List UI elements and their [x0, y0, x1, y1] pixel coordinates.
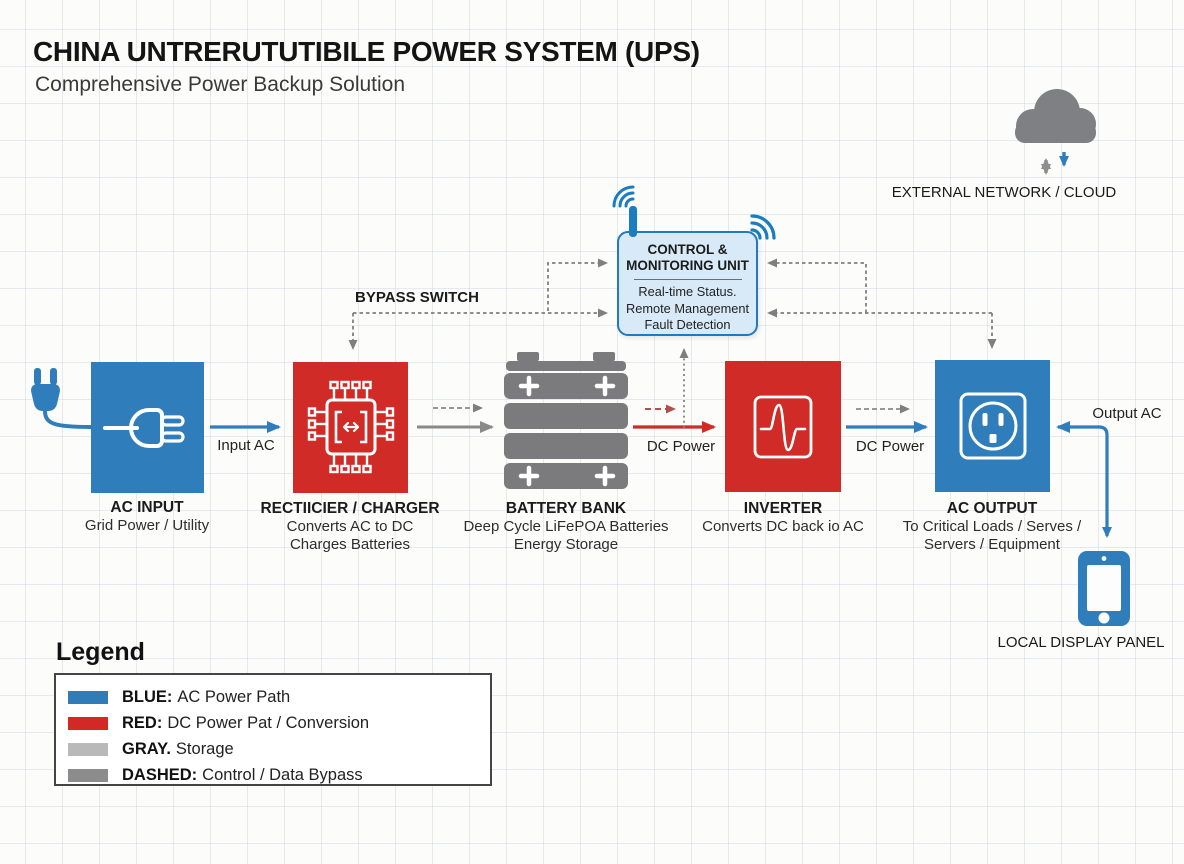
rectifier-line1: Converts AC to DC	[286, 518, 414, 535]
inverter-caption	[702, 499, 864, 536]
page-title: CHINA UNTRERUTUTIBILE POWER SYSTEM (UPS)	[33, 36, 700, 67]
legend-term: BLUE:	[122, 687, 173, 706]
page-subtitle: Comprehensive Power Backup Solution	[35, 73, 406, 96]
dc-power-label-output: DC Power	[855, 438, 925, 455]
display-panel-label: LOCAL DISPLAY PANEL	[997, 634, 1165, 651]
node-ac-input	[91, 362, 204, 493]
node-rectifier	[293, 362, 408, 493]
control-unit-title-line1: CONTROL &	[647, 242, 728, 257]
battery-title: BATTERY BANK	[505, 500, 627, 517]
control-unit-line3: Fault Detection	[644, 317, 731, 332]
legend-swatch-gray	[68, 743, 108, 756]
ac-input-title: AC INPUT	[110, 499, 184, 516]
inverter-title: INVERTER	[743, 500, 823, 517]
ac-output-title: AC OUTPUT	[946, 500, 1038, 517]
node-ac-output	[935, 360, 1050, 492]
inverter-line1: Converts DC back io AC	[702, 518, 864, 535]
wall-plug-icon	[31, 368, 91, 427]
sine-wave-icon	[752, 394, 814, 460]
bypass-switch-label: BYPASS SWITCH	[355, 289, 479, 306]
chip-icon	[301, 374, 401, 482]
legend-term: RED:	[122, 713, 163, 732]
legend-swatch-blue	[68, 691, 108, 704]
legend-swatch-dashed	[68, 769, 108, 782]
cloud-sync-arrows	[1046, 152, 1064, 173]
legend-desc: Storage	[175, 739, 234, 758]
cloud-icon	[1015, 89, 1096, 143]
legend-swatch-red	[68, 717, 108, 730]
legend-term: DASHED:	[122, 765, 198, 784]
antenna-icon	[614, 187, 637, 237]
legend-desc: Control / Data Bypass	[202, 765, 363, 784]
rectifier-title: RECTIICIER / CHARGER	[260, 500, 440, 517]
legend-item-dashed	[68, 762, 490, 788]
rectifier-caption	[260, 499, 439, 554]
ac-output-line1: To Critical Loads / Serves /	[902, 518, 1082, 535]
battery-caption	[463, 499, 668, 554]
battery-line1: Deep Cycle LiFePOA Batteries	[463, 518, 669, 535]
legend-item-blue	[68, 684, 490, 710]
legend-desc: DC Power Pat / Conversion	[167, 713, 370, 732]
legend-title: Legend	[56, 638, 145, 666]
control-unit-divider	[634, 279, 742, 280]
ac-output-caption	[903, 499, 1081, 554]
legend-box	[54, 673, 492, 786]
cloud-label: EXTERNAL NETWORK / CLOUD	[891, 184, 1117, 201]
battery-bank-icon	[503, 348, 629, 494]
control-unit-title-line2: MONITORING UNIT	[626, 258, 749, 273]
ac-input-caption	[85, 498, 209, 535]
node-inverter	[725, 361, 841, 492]
rectifier-line2: Charges Batteries	[289, 536, 411, 553]
battery-line2: Energy Storage	[513, 536, 619, 553]
legend-item-gray	[68, 736, 490, 762]
control-unit-line1: Real-time Status.	[638, 284, 737, 299]
ac-input-line1: Grid Power / Utility	[84, 517, 210, 534]
control-monitoring-unit	[617, 231, 758, 336]
input-ac-label: Input AC	[217, 437, 275, 454]
outlet-icon	[958, 391, 1028, 461]
legend-item-red	[68, 710, 490, 736]
tablet-icon	[1078, 551, 1130, 626]
control-unit-line2: Remote Management	[625, 300, 750, 316]
ac-output-line2: Servers / Equipment	[924, 536, 1060, 553]
legend-term: GRAY.	[122, 739, 171, 758]
dc-power-label-battery: DC Power	[646, 438, 716, 455]
plug-icon	[103, 398, 193, 458]
output-ac-label: Output AC	[1092, 405, 1162, 422]
legend-desc: AC Power Path	[177, 687, 291, 706]
